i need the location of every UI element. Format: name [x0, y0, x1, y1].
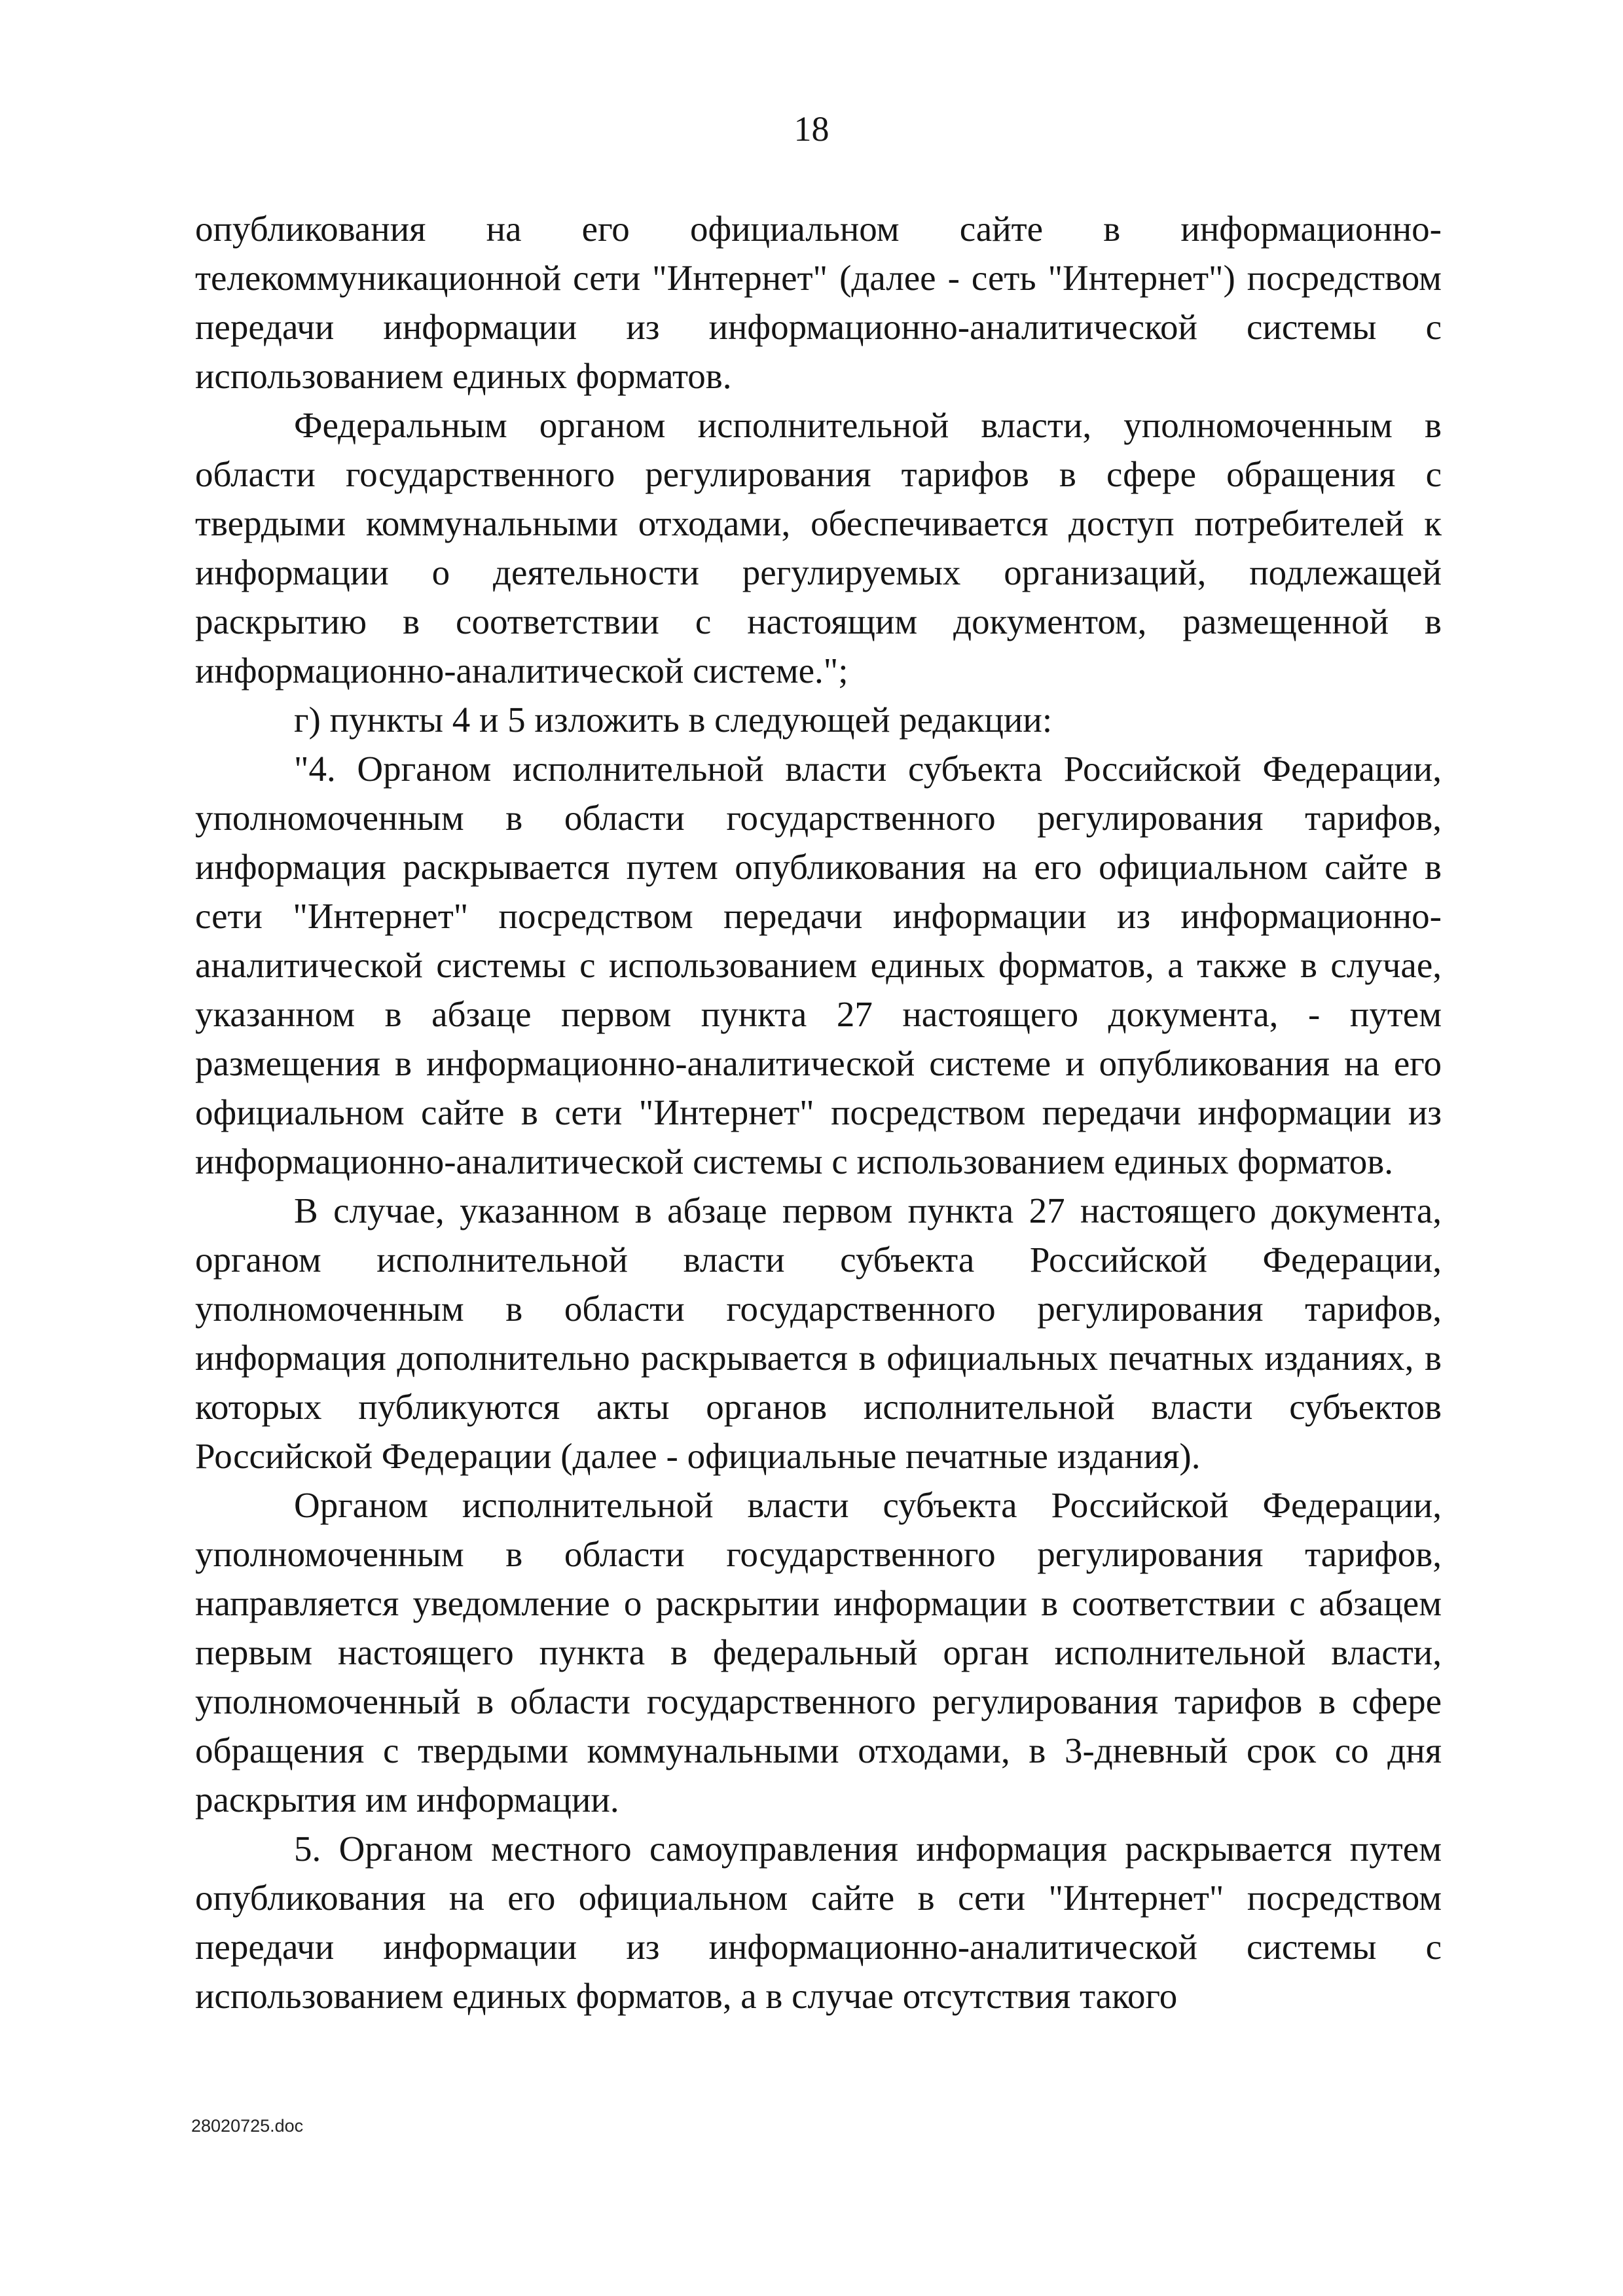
page-number: 18	[793, 109, 830, 149]
paragraph-print-publications: В случае, указанном в абзаце первом пункта 27 настоящего документа, органом исполнительной власти субъекта Российской Федерации, уполномоченным в области государственного регулирования тарифов, информация дополнительно раскрывается в официальных печатных изданиях, в которых публикуются акты органов исполнительной власти субъектов Российской Федерации (далее - официальные печатные издания).	[195, 1191, 1442, 1476]
document-body	[195, 204, 1442, 2020]
paragraph-clause-5: 5. Органом местного самоуправления информация раскрывается путем опубликования на его официальном сайте в сети "Интернет" посредством передачи информации из информационно-аналитической системы с использованием единых форматов, а в случае отсутствия такого	[195, 1829, 1442, 2016]
paragraph-notification: Органом исполнительной власти субъекта Российской Федерации, уполномоченным в области государственного регулирования тарифов, направляется уведомление о раскрытии информации в соответствии с абзацем первым настоящего пункта в федеральный орган исполнительной власти, уполномоченный в области государственного регулирования тарифов в сфере обращения с твердыми коммунальными отходами, в 3-дневный срок со дня раскрытия им информации.	[195, 1485, 1442, 1820]
paragraph-federal-authority: Федеральным органом исполнительной власти, уполномоченным в области государственного регулирования тарифов в сфере обращения с твердыми коммунальными отходами, обеспечивается доступ потребителей к информации о деятельности регулируемых организаций, подлежащей раскрытию в соответствии с настоящим документом, размещенной в информационно-аналитической системе.";	[195, 405, 1442, 691]
paragraph-item-g: г) пункты 4 и 5 изложить в следующей редакции:	[294, 700, 1053, 740]
paragraph-continuation: опубликования на его официальном сайте в информационно-телекоммуникационной сети "Интернет" (далее - сеть "Интернет") посредством передачи информации из информационно-аналитической системы с использованием единых форматов.	[195, 209, 1442, 396]
document-filename: 28020725.doc	[191, 2116, 304, 2136]
paragraph-clause-4: "4. Органом исполнительной власти субъекта Российской Федерации, уполномоченным в области государственного регулирования тарифов, информация раскрывается путем опубликования на его официальном сайте в сети "Интернет" посредством передачи информации из информационно-аналитической системы с использованием единых форматов, а также в случае, указанном в абзаце первом пункта 27 настоящего документа, - путем размещения в информационно-аналитической системе и опубликования на его официальном сайте в сети "Интернет" посредством передачи информации из информационно-аналитической системы с использованием единых форматов.	[195, 749, 1442, 1181]
